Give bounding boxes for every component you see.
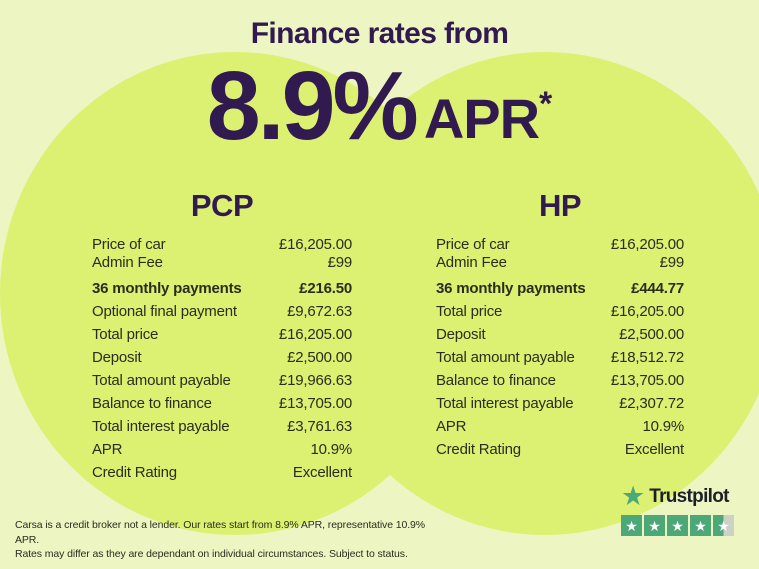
finance-row xyxy=(436,323,684,346)
finance-row xyxy=(92,369,352,392)
trustpilot-rating-star-box: ★ xyxy=(667,515,688,536)
finance-row xyxy=(436,415,684,438)
trustpilot-rating-star-box: ★ xyxy=(690,515,711,536)
finance-row xyxy=(92,323,352,346)
finance-row-value: £16,205.00 xyxy=(610,303,684,320)
finance-row-label: Total price xyxy=(436,303,503,320)
finance-row-value: 10.9% xyxy=(310,441,352,458)
trustpilot-badge xyxy=(621,483,734,536)
finance-row-value: £2,500.00 xyxy=(287,349,352,366)
finance-row xyxy=(436,438,684,461)
finance-row xyxy=(92,253,352,271)
trustpilot-stars xyxy=(621,515,734,536)
finance-row-label: Total amount payable xyxy=(436,349,575,366)
pcp-column xyxy=(92,188,352,484)
finance-row-value: £2,500.00 xyxy=(619,326,684,343)
finance-row xyxy=(436,277,684,300)
finance-row xyxy=(92,438,352,461)
disclaimer-line-1: Carsa is a credit broker not a lender. Our rates start from 8.9% APR, representative 10.9% APR. xyxy=(15,519,426,546)
headline-rate xyxy=(0,51,759,160)
finance-row-label: Total price xyxy=(92,326,159,343)
finance-row-label: Total interest payable xyxy=(436,395,574,412)
finance-row-label: Price of car xyxy=(92,235,166,253)
rate-unit: APR xyxy=(423,87,540,150)
finance-row-value: Excellent xyxy=(292,464,352,481)
rate-footnote-marker: * xyxy=(539,85,553,123)
finance-row xyxy=(436,300,684,323)
finance-row-label: 36 monthly payments xyxy=(92,280,242,297)
finance-row xyxy=(436,346,684,369)
finance-row xyxy=(92,415,352,438)
finance-row-value: £18,512.72 xyxy=(610,349,684,366)
finance-row-label: Balance to finance xyxy=(436,372,556,389)
trustpilot-rating-star-box: ★ xyxy=(621,515,642,536)
trustpilot-brand-name: Trustpilot xyxy=(649,485,729,507)
finance-row-label: Price of car xyxy=(436,235,510,253)
finance-row xyxy=(436,369,684,392)
finance-row xyxy=(92,277,352,300)
finance-row-label: Deposit xyxy=(436,326,486,343)
finance-row xyxy=(92,392,352,415)
finance-row-label: APR xyxy=(436,418,467,435)
finance-row-label: Total interest payable xyxy=(92,418,230,435)
finance-row-label: Admin Fee xyxy=(92,253,163,271)
trustpilot-star-icon: ★ xyxy=(621,481,646,511)
disclaimer-line-2: Rates may differ as they are dependant on individual circumstances. Subject to status. xyxy=(15,548,408,560)
finance-row-label: Deposit xyxy=(92,349,142,366)
finance-row xyxy=(92,346,352,369)
finance-row-label: 36 monthly payments xyxy=(436,280,586,297)
finance-row-label: Credit Rating xyxy=(436,441,521,458)
finance-row-value: £9,672.63 xyxy=(287,303,352,320)
finance-row-value: £2,307.72 xyxy=(619,395,684,412)
finance-row-value: £19,966.63 xyxy=(278,372,352,389)
finance-row-value: £216.50 xyxy=(299,280,352,297)
finance-row-label: Total amount payable xyxy=(92,372,231,389)
finance-row-value: £13,705.00 xyxy=(610,372,684,389)
finance-row xyxy=(436,235,684,253)
hp-column xyxy=(436,188,684,461)
finance-row-label: Admin Fee xyxy=(436,253,507,271)
finance-row xyxy=(92,300,352,323)
finance-row-value: £99 xyxy=(659,253,684,271)
trustpilot-rating-star-box: ★ xyxy=(644,515,665,536)
finance-row-value: £99 xyxy=(327,253,352,271)
finance-row xyxy=(92,235,352,253)
hp-rows xyxy=(436,235,684,461)
finance-row-label: Credit Rating xyxy=(92,464,177,481)
finance-row xyxy=(436,392,684,415)
pcp-heading: PCP xyxy=(190,188,254,223)
finance-row-value: £16,205.00 xyxy=(278,235,352,253)
finance-row-value: £3,761.63 xyxy=(287,418,352,435)
finance-row-label: Optional final payment xyxy=(92,303,237,320)
finance-row-value: 10.9% xyxy=(642,418,684,435)
finance-row xyxy=(436,253,684,271)
finance-row xyxy=(92,461,352,484)
finance-row-value: £16,205.00 xyxy=(278,326,352,343)
pcp-rows xyxy=(92,235,352,484)
finance-row-value: £13,705.00 xyxy=(278,395,352,412)
hp-heading: HP xyxy=(538,188,582,223)
finance-row-value: £444.77 xyxy=(631,280,684,297)
finance-row-label: APR xyxy=(92,441,123,458)
trustpilot-rating-star-box: ★ xyxy=(713,515,734,536)
banner-title: Finance rates from xyxy=(250,17,509,50)
legal-disclaimer xyxy=(15,518,445,562)
finance-row-value: Excellent xyxy=(624,441,684,458)
finance-row-value: £16,205.00 xyxy=(610,235,684,253)
rate-value: 8.9% xyxy=(206,51,416,160)
trustpilot-logo xyxy=(621,483,729,510)
finance-row-label: Balance to finance xyxy=(92,395,212,412)
